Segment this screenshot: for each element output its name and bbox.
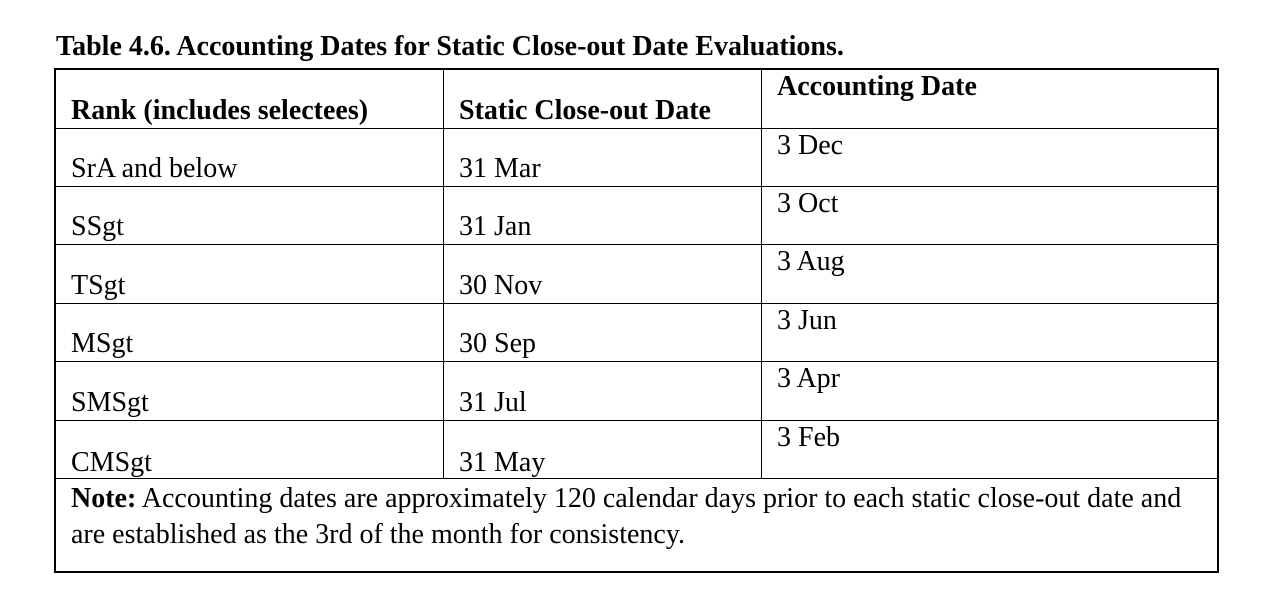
static-date-value: 31 May: [459, 447, 546, 478]
table-row: [56, 129, 1217, 187]
table-caption: Table 4.6. Accounting Dates for Static Close-out Date Evaluations.: [56, 31, 844, 62]
accounting-date-value: 3 Aug: [777, 246, 845, 277]
rank-cell: [56, 129, 444, 186]
static-date-value: 30 Sep: [459, 328, 536, 359]
accounting-date-value: 3 Dec: [777, 130, 844, 161]
rank-value: SrA and below: [71, 153, 238, 184]
table-header-row: [56, 70, 1217, 129]
static-date-value: 31 Jul: [459, 387, 527, 418]
note-text: Accounting dates are approximately 120 calendar days prior to each static close-out date and are established as the 3rd of the month for consistency.: [71, 483, 1182, 550]
static-date-value: 30 Nov: [459, 270, 543, 301]
header-cell-rank: [56, 70, 444, 128]
rank-cell: [56, 362, 444, 420]
static-date-cell: [444, 362, 762, 420]
rank-cell: [56, 421, 444, 478]
table-row: [56, 362, 1217, 421]
note-label: Note:: [71, 483, 137, 514]
static-date-cell: [444, 304, 762, 361]
rank-value: MSgt: [71, 328, 134, 359]
header-cell-static: [444, 70, 762, 128]
accounting-date-value: 3 Apr: [777, 363, 840, 394]
accounting-date-cell: [762, 304, 1219, 361]
accounting-date-cell: [762, 245, 1219, 303]
static-date-cell: [444, 129, 762, 186]
accounting-date-value: 3 Jun: [777, 305, 837, 336]
table-note: [71, 481, 1201, 553]
accounting-date-value: 3 Feb: [777, 422, 840, 453]
header-static-label: Static Close-out Date: [459, 95, 711, 126]
accounting-date-cell: [762, 129, 1219, 186]
rank-value: TSgt: [71, 270, 126, 301]
rank-value: CMSgt: [71, 447, 152, 478]
accounting-date-cell: [762, 421, 1219, 478]
static-date-cell: [444, 245, 762, 303]
rank-value: SMSgt: [71, 387, 149, 418]
rank-cell: [56, 187, 444, 244]
accounting-date-value: 3 Oct: [777, 188, 839, 219]
accounting-date-cell: [762, 362, 1219, 420]
table-row: [56, 245, 1217, 304]
static-date-cell: [444, 421, 762, 478]
static-date-cell: [444, 187, 762, 244]
header-cell-accounting: [762, 70, 1219, 128]
table-row: [56, 421, 1217, 479]
header-accounting-label: Accounting Date: [777, 71, 977, 102]
rank-cell: [56, 245, 444, 303]
static-date-value: 31 Mar: [459, 153, 541, 184]
rank-value: SSgt: [71, 211, 124, 242]
rank-cell: [56, 304, 444, 361]
accounting-date-cell: [762, 187, 1219, 244]
table-row: [56, 304, 1217, 362]
accounting-dates-table: [54, 68, 1219, 573]
header-rank-label: Rank (includes selectees): [71, 95, 369, 126]
static-date-value: 31 Jan: [459, 211, 532, 242]
table-row: [56, 187, 1217, 245]
